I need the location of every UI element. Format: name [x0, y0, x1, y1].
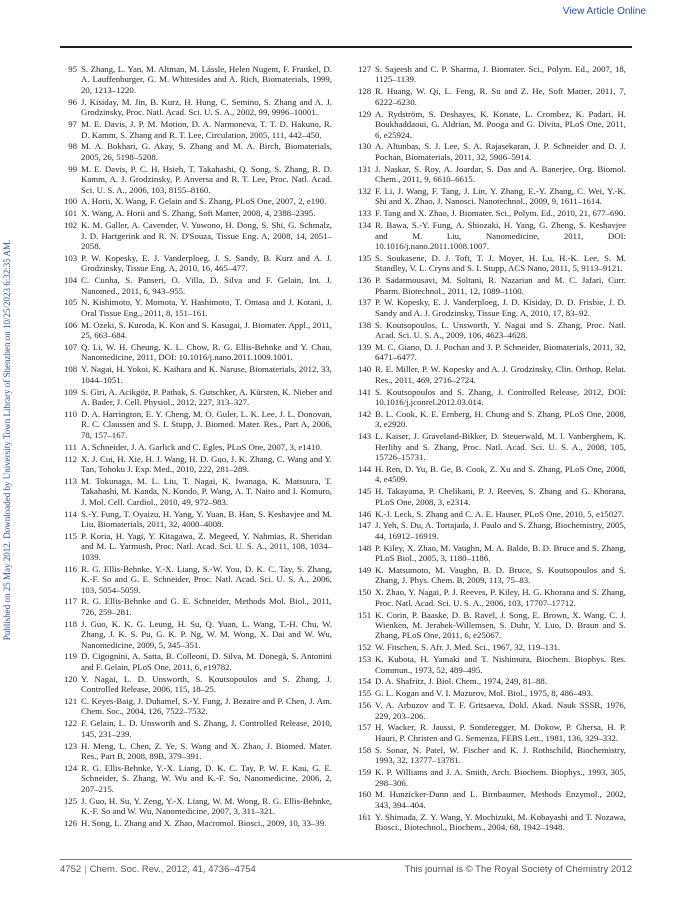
reference-text: K. P. Williams and J. A. Smith, Arch. Biochem. Biophys., 1993, 305, 298–306. [375, 767, 626, 788]
reference-item [64, 596, 332, 617]
reference-text: K. M. Galler, A. Cavender, V. Yuwono, H. Dong, S. Shi, G. Schmalz, J. D. Hartgerink and R. N. D'Souza, Tissue Eng. A, 2008, 14, 2051–2058. [81, 220, 332, 251]
reference-number: 119 [64, 651, 77, 662]
reference-text: K.-J. Leck, S. Zhang and C. A. E. Hauser, PLoS One, 2010, 5, e15027. [375, 508, 625, 519]
reference-item [64, 253, 332, 274]
reference-item [64, 119, 332, 140]
reference-text: V. A. Arbuzov and T. F. Gritsaeva, Dokl. Akad. Nauk SSSR, 1976, 229, 203–206. [375, 700, 626, 721]
reference-number: 107 [64, 342, 78, 353]
reference-text: H. Takayama, P. Chelikani, P. J. Reeves, S. Zhang and G. Khorana, PLoS One, 2008, 3, e2314. [375, 486, 626, 507]
reference-text: J. Guo, H. Su, Y. Zeng, Y.-X. Liang, W. M. Wong, R. G. Ellis-Behnke, K.-F. So and W. Wu, Nanomedicine, 2007, 3, 311–321. [81, 795, 332, 817]
references-column-left [64, 64, 332, 830]
reference-item [64, 696, 332, 717]
reference-number: 102 [64, 220, 78, 231]
reference-text: R. G. Ellis-Behnke, Y.-X. Liang, S.-W. You, D. K. C. Tay, S. Zhang, K.-F. So and G. E. Schneider, Proc. Natl. Acad. Sci. U. S. A., 2006, 103, 5054–5059. [81, 563, 332, 595]
reference-item [358, 208, 626, 218]
reference-text: S. Sonar, N. Patel, W. Fischer and K. J. Rothschild, Biochemistry, 1993, 32, 13777–13781. [375, 744, 626, 766]
reference-number: 108 [64, 364, 78, 375]
reference-text: K. Corin, P. Baaske, D. B. Ravel, J. Song, E. Brown, X. Wang, C. J. Wienken, M. Jerabek-Willemsen, S. Duhr, Y. Luo, D. Braun and S. Zhang, PLoS One, 2011, 6, e25067. [375, 609, 626, 641]
reference-item [64, 796, 332, 817]
reference-text: M. E. Davis, P. C. H. Hsieh, T. Takahashi, Q. Song, S. Zhang, R. D. Kamm, A. J. Grodzinsky, P. Anversa and R. T. Lee, Proc. Natl. Acad. Sci. U. S. A., 2006, 103, 8155–8160. [81, 163, 332, 195]
reference-item [358, 431, 626, 462]
reference-text: L. Kaiser, J. Graveland-Bikker, D. Steuerwald, M. l. Vanberghem, K. Herlihy and S. Zhang, Proc. Natl. Acad. Sci. U. S. A., 2008, 105, 15726–15731. [375, 431, 626, 463]
reference-item [64, 454, 332, 475]
reference-text: J. Kisiday, M. Jin, B. Kurz, H. Hung, C. Semino, S. Zhang and A. J. Grodzinsky, Proc. Natl. Acad. Sci. U. S. A., 2002, 99, 9996–10001. [81, 96, 332, 118]
reference-item [358, 364, 626, 385]
reference-item [64, 297, 332, 318]
reference-number: 144 [358, 463, 372, 474]
reference-text: Q. Li, W. H. Cheung, K. L. Chow, R. G. Ellis-Behnke and Y. Chau, Nanomedicine, 2011, DOI: 10.1016/j.nano.2011.1009.1001. [81, 342, 332, 363]
reference-number: 118 [64, 618, 77, 629]
reference-text: S. Sajeesh and C. P. Sharma, J. Biomater. Sci., Polym. Ed., 2007, 18, 1125–1139. [375, 64, 626, 85]
reference-number: 130 [358, 141, 372, 152]
reference-item [64, 342, 332, 363]
reference-item [358, 409, 626, 430]
reference-number: 126 [64, 817, 78, 828]
bottom-rule [60, 859, 632, 860]
reference-number: 133 [358, 208, 372, 219]
reference-item [358, 610, 626, 641]
reference-text: R. E. Miller, P. W. Kopesky and A. J. Grodzinsky, Clin. Orthop. Relat. Res., 2011, 469, 2716–2724. [375, 364, 626, 385]
reference-number: 109 [64, 386, 78, 397]
side-note-text: Published on 25 May 2012. Downloaded by University Town Library of Shenzhen on 10/25/2023 6:32:35 AM. [2, 239, 12, 641]
reference-text: R. Bawa, S.-Y. Fung, A. Shiozaki, H. Yang, G. Zheng, S. Keshavjee and M. Liu, Nanomedicine, 2011, DOI: 10.1016/j.nano.2011.1008.1007. [375, 220, 626, 251]
reference-text: R. G. Ellis-Behnke and G. E. Schneider, Methods Mol. Biol., 2011, 726, 259–281. [81, 596, 332, 617]
reference-item [358, 320, 626, 341]
reference-item [64, 220, 332, 251]
top-rule [60, 46, 632, 48]
reference-text: H. Meng, L. Chen, Z. Ye, S. Wang and X. Zhao, J. Biomed. Mater. Res., Part B, 2008, 89B, 379–391. [81, 740, 332, 762]
reference-item [358, 164, 626, 185]
reference-text: B. L. Cook, K. E. Ernberg, H. Chung and S. Zhang, PLoS One, 2008, 3, e2920. [375, 408, 626, 430]
reference-text: X. J. Cui, H. Xie, H. J. Wang, H. D. Guo, J. K. Zhang, C. Wang and Y. Tan, Tohoku J. Exp. Med., 2010, 222, 281–289. [81, 453, 332, 474]
reference-text: S. Koutsopoulos, L. Unsworth, Y. Nagai and S. Zhang, Proc. Natl. Acad. Sci. U. S. A., 2009, 106, 4623–4628. [375, 319, 626, 341]
reference-item [358, 654, 626, 675]
reference-number: 98 [68, 141, 77, 152]
reference-number: 105 [64, 297, 78, 308]
reference-number: 156 [358, 700, 372, 711]
reference-number: 141 [358, 386, 372, 397]
reference-item [358, 812, 626, 833]
reference-text: X. Wang, A. Horii and S. Zhang, Soft Matter, 2008, 4, 2388–2395. [81, 208, 316, 219]
reference-item [64, 442, 332, 452]
reference-item [358, 86, 626, 107]
reference-text: S. Koutsopoulos and S. Zhang, J. Controlled Release, 2012, DOI: 10.1016/j.jconrel.2012.03.014. [375, 386, 626, 408]
reference-item [358, 767, 626, 788]
reference-item [64, 476, 332, 507]
reference-number: 123 [64, 740, 78, 751]
reference-item [358, 676, 626, 686]
reference-item [358, 565, 626, 586]
reference-text: K. Kubota, H. Yamaki and T. Nishimura, Biochem. Biophys. Res. Commun., 1973, 52, 489–495. [375, 654, 626, 675]
reference-number: 157 [358, 722, 372, 733]
reference-number: 155 [358, 688, 372, 699]
reference-text: F. Li, J. Wang, F. Tang, J. Lin, Y. Zhang, E.-Y. Zhang, C. Wei, Y.-K. Shi and X. Zhao, J. Nanosci. Nanotechnol., 2009, 9, 1611–1614. [375, 185, 626, 207]
reference-item [358, 186, 626, 207]
reference-number: 159 [358, 767, 372, 778]
journal-citation: Chem. Soc. Rev., 2012, 41, 4736–4754 [89, 864, 256, 875]
reference-text: S.-Y. Fung, T. Oyaizu, H. Yang, Y. Yuan, B. Han, S. Keshavjee and M. Liu, Biomaterials, 2011, 32, 4000–4008. [81, 508, 332, 529]
reference-item [358, 789, 626, 810]
reference-number: 131 [358, 163, 372, 174]
reference-number: 160 [358, 789, 372, 800]
reference-text: M. C. Giano, D. J. Pochan and J. P. Schneider, Biomaterials, 2011, 32, 6471–6477. [375, 342, 626, 363]
reference-item [64, 741, 332, 762]
reference-item [64, 718, 332, 739]
reference-number: 145 [358, 486, 372, 497]
reference-number: 110 [64, 408, 77, 419]
reference-item [64, 651, 332, 672]
footer-copyright: This journal is © The Royal Society of Chemistry 2012 [404, 864, 632, 875]
references-column-right [358, 64, 626, 834]
reference-text: M. Tokunaga, M. L. Liu, T. Nagai, K. Iwanaga, K. Matsuura, T. Takahashi, M. Kanda, N. Kondo, P. Wang, A. T. Naito and I. Komuro, J. Mol. Cell. Cardiol., 2010, 49, 972–983. [81, 475, 332, 507]
reference-item [64, 531, 332, 562]
reference-item [64, 64, 332, 95]
reference-text: Y. Nagai, L. D. Unsworth, S. Koutsopoulos and S. Zhang, J. Controlled Release, 2006, 115, 18–25. [81, 673, 332, 695]
reference-number: 128 [358, 86, 372, 97]
reference-item [64, 564, 332, 595]
reference-item [64, 320, 332, 341]
reference-number: 96 [68, 96, 77, 107]
reference-number: 127 [358, 64, 372, 74]
reference-text: H. Ren, D. Yu, B. Ge, B. Cook, Z. Xu and S. Zhang, PLoS One, 2008, 4, e4509. [375, 463, 626, 485]
reference-item [358, 543, 626, 564]
reference-item [358, 520, 626, 541]
reference-number: 120 [64, 673, 78, 684]
reference-text: J. Naskar, S. Roy, A. Joardar, S. Das and A. Banerjee, Org. Biomol. Chem., 2011, 9, 6610–6615. [375, 163, 626, 185]
reference-text: S. Giri, A. Acikgöz, P. Pathak, S. Gutschker, A. Kürsten, K. Nieber and A. Bader, J. Cell. Physiol., 2012, 227, 313–327. [81, 386, 332, 408]
reference-number: 117 [64, 596, 77, 607]
reference-item [358, 109, 626, 140]
reference-number: 114 [64, 508, 77, 519]
reference-item [64, 141, 332, 162]
reference-text: M. Ozeki, S. Kuroda, K. Kon and S. Kasugai, J. Biomater. Appl., 2011, 25, 663–684. [81, 319, 332, 341]
reference-number: 103 [64, 252, 78, 263]
reference-number: 125 [64, 795, 78, 806]
reference-item [64, 674, 332, 695]
reference-item [64, 818, 332, 828]
reference-number: 154 [358, 676, 372, 687]
reference-text: H. Wacker, R. Jaussi, P. Sonderegger, M. Dokow, P. Ghersa, H. P. Hauri, P. Christen and G. Semenza, FEBS Lett., 1981, 136, 329–332. [375, 722, 626, 743]
reference-number: 95 [68, 64, 77, 74]
reference-text: J. Yeh, S. Du, A. Tortajada, J. Paulo and S. Zhang, Biochemistry, 2005, 44, 16912–16919. [375, 520, 626, 541]
reference-number: 100 [64, 196, 78, 207]
reference-text: A. Horii, X. Wang, F. Gelain and S. Zhang, PLoS One, 2007, 2, e190. [81, 196, 327, 207]
reference-text: Y. Shimada, Z. Y. Wang, Y. Mochizuki, M. Kobayashi and T. Nozawa, Biosci., Biotechnol., Biochem., 2004, 68, 1942–1948. [375, 811, 626, 833]
reference-item [358, 722, 626, 743]
page-number: 4752 [60, 864, 82, 875]
reference-number: 137 [358, 297, 372, 308]
reference-text: D. Cigognini, A. Satta, B. Colleoni, D. Silva, M. Donegà, S. Antonini and F. Gelain, PLoS One, 2011, 6, e19782. [81, 651, 332, 672]
reference-number: 113 [64, 475, 77, 486]
reference-text: A. Schneider, J. A. Garlick and C. Egles, PLoS One, 2007, 3, e1410. [81, 441, 323, 452]
reference-item [358, 141, 626, 162]
reference-text: S. Zhang, L. Yan, M. Altman, M. Lässle, Helen Nugent, F. Frankel, D. A. Lauffenburger, G. M. Whitesides and A. Rich, Biomaterials, 1999, 20, 1213–1220. [81, 64, 332, 95]
reference-number: 132 [358, 185, 372, 196]
reference-number: 135 [358, 252, 372, 263]
reference-number: 97 [68, 119, 77, 130]
footer-left: 4752 | Chem. Soc. Rev., 2012, 41, 4736–4754 [60, 864, 256, 875]
reference-item [358, 642, 626, 652]
reference-number: 115 [64, 530, 77, 541]
reference-text: P. W. Kopesky, E. J. Vanderploeg, J. S. Sandy, B. Kurz and A. J. Grodzinsky, Tissue Eng. A, 2010, 16, 465–477. [81, 252, 332, 274]
reference-item [358, 486, 626, 507]
reference-number: 99 [68, 163, 77, 174]
reference-item [358, 64, 626, 85]
reference-number: 129 [358, 108, 372, 119]
reference-number: 111 [64, 441, 77, 452]
reference-text: W. Fitschen, S. Afr. J. Med. Sci., 1967, 32, 119–131. [375, 642, 561, 653]
reference-text: G. L. Kogan and V. I. Mazurov, Mol. Biol., 1975, 8, 486–493. [375, 688, 594, 699]
reference-text: X. Zhao, Y. Nagai, P. J. Reeves, P. Kiley, H. G. Khorana and S. Zhang, Proc. Natl. Acad. Sci. U. S. A., 2006, 103, 17707–17712. [375, 587, 626, 608]
reference-item [358, 220, 626, 251]
reference-text: P. W. Kopesky, E. J. Vanderploeg, J. D. Kisiday, D. D. Frisbie, J. D. Sandy and A. J. Grodzinsky, Tissue Eng. A, 2010, 17, 83–92. [375, 297, 626, 318]
reference-item [358, 509, 626, 519]
reference-number: 142 [358, 408, 372, 419]
reference-number: 153 [358, 654, 372, 665]
reference-number: 104 [64, 275, 78, 286]
reference-text: P. Koria, H. Yagi, Y. Kitagawa, Z. Megeed, Y. Nahmias, R. Sheridan and M. L. Yarmush, Proc. Natl. Acad. Sci. U. S. A., 2011, 108, 1034–1039. [81, 530, 332, 562]
reference-text: M. E. Davis, J. P. M. Motion, D. A. Narmoneva, T. T. D. Hakuno, R. D. Kamm, S. Zhang and R. T. Lee, Circulation, 2005, 111, 442–450. [81, 119, 332, 140]
reference-item [358, 587, 626, 608]
reference-text: P. Sadatmousavi, M. Soltani, R. Nazarian and M. C. Jafari, Curr. Pharm. Biotechnol., 2011, 12, 1089–1100. [375, 275, 626, 296]
reference-item [358, 275, 626, 296]
reference-number: 121 [64, 695, 78, 706]
reference-number: 106 [64, 319, 78, 330]
reference-number: 139 [358, 342, 372, 353]
reference-number: 136 [358, 275, 372, 286]
reference-item [64, 208, 332, 218]
reference-item [64, 196, 332, 206]
reference-text: P. Kiley, X. Zhao, M. Vaughn, M. A. Baldo, B. D. Bruce and S. Zhang, PLoS Biol., 2005, 3, 1180–1186. [375, 542, 626, 564]
reference-text: S. Soukasene, D. J. Toft, T. J. Moyer, H. Lu, H.-K. Lee, S. M. Standley, V. L. Cryns and S. I. Stupp, ACS Nano, 2011, 5, 9113–9121. [375, 252, 626, 274]
reference-item [64, 275, 332, 296]
reference-number: 148 [358, 542, 372, 553]
reference-item [64, 164, 332, 195]
reference-item [64, 509, 332, 530]
reference-item [64, 763, 332, 794]
reference-text: R. G. Ellis-Behnke, Y.-X. Liang, D. K. C. Tay, P. W. F. Kau, G. E. Schneider, S. Zhang, W. Wu and K.-F. So, Nanomedicine, 2006, 2, 207–215. [81, 762, 332, 794]
reference-text: A. Rydström, S. Deshayes, K. Konate, L. Crombez, K. Padari, H. Boukhaddaoui, G. Aldrian, M. Pooga and G. Divita, PLoS One, 2011, 6, e25924. [375, 108, 626, 140]
reference-text: J. Guo, K. K. G. Leung, H. Su, Q. Yuan, L. Wang, T.-H. Chu, W. Zhang, J. K. S. Pu, G. K. P. Ng, W. M. Wong, X. Dai and W. Wu, Nanomedicine, 2009, 5, 345–351. [81, 618, 332, 650]
reference-text: H. Song, L. Zhang and X. Zhao, Macromol. Biosci., 2009, 10, 33–39. [81, 817, 327, 828]
reference-number: 158 [358, 744, 372, 755]
reference-item [358, 297, 626, 318]
reference-item [64, 409, 332, 440]
reference-item [64, 387, 332, 408]
publication-side-note [2, 90, 14, 790]
reference-text: F. Tang and X. Zhao, J. Biomater. Sci., Polym. Ed., 2010, 21, 677–690. [375, 208, 626, 219]
reference-text: M. Hunzicker-Dunn and L. Birnbaumer, Methods Enzymol., 2002, 343, 394–404. [375, 789, 626, 810]
reference-number: 150 [358, 587, 372, 598]
reference-text: N. Kishimoto, Y. Momota, Y. Hashimoto, T. Omasa and J. Kotani, J. Oral Tissue Eng., 2011, 8, 151–161. [81, 297, 332, 318]
reference-item [358, 464, 626, 485]
reference-item [358, 688, 626, 698]
reference-number: 124 [64, 762, 78, 773]
reference-number: 140 [358, 364, 372, 375]
reference-number: 138 [358, 319, 372, 330]
reference-number: 149 [358, 564, 372, 575]
reference-item [64, 619, 332, 650]
reference-item [358, 387, 626, 408]
reference-item [358, 700, 626, 721]
reference-text: D. A. Shafritz, J. Biol. Chem., 1974, 249, 81–88. [375, 676, 548, 687]
reference-item [358, 342, 626, 363]
reference-number: 143 [358, 431, 372, 442]
reference-number: 147 [358, 520, 372, 531]
reference-text: C. Keyes-Baig, J. Duhamel, S.-Y. Fung, J. Bezaire and P. Chen, J. Am. Chem. Soc., 2004, 126, 7522–7532. [81, 695, 332, 717]
reference-number: 146 [358, 508, 372, 519]
reference-number: 151 [358, 609, 372, 620]
reference-item [64, 364, 332, 385]
reference-number: 161 [358, 811, 372, 822]
reference-text: Y. Nagai, H. Yokoi, K. Kaihara and K. Naruse, Biomaterials, 2012, 33, 1044–1051. [81, 364, 332, 385]
reference-item [64, 97, 332, 118]
reference-text: D. A. Harrington, E. Y. Cheng, M. O. Guler, L. K. Lee, J. L. Donovan, R. C. Claussen and S. I. Stupp, J. Biomed. Mater. Res., Part A, 2006, 78, 157–167. [81, 408, 332, 440]
reference-text: K. Matsumoto, M. Vaughn, B. D. Bruce, S. Koutsopoulos and S. Zhang, J. Phys. Chem. B, 2009, 113, 75–83. [375, 564, 626, 586]
reference-text: A. Altunbas, S. J. Lee, S. A. Rajasekaran, J. P. Schneider and D. J. Pochan, Biomaterials, 2011, 32, 5906–5914. [375, 141, 626, 162]
reference-text: C. Cunha, S. Panseri, O. Villa, D. Silva and F. Gelain, Int. J. Nanomed., 2011, 6, 943–955. [81, 275, 332, 296]
reference-item [358, 253, 626, 274]
reference-number: 112 [64, 453, 77, 464]
reference-number: 152 [358, 642, 372, 653]
view-article-online-link[interactable]: View Article Online [562, 6, 646, 17]
reference-number: 116 [64, 563, 77, 574]
reference-text: F. Gelain, L. D. Unsworth and S. Zhang, J. Controlled Release, 2010, 145, 231–239. [81, 718, 332, 739]
reference-number: 134 [358, 220, 372, 231]
reference-number: 101 [64, 208, 78, 219]
reference-text: R. Huang, W. Qi, L. Feng, R. Su and Z. He, Soft Matter, 2011, 7, 6222–6230. [375, 86, 626, 107]
reference-number: 122 [64, 718, 78, 729]
reference-item [358, 745, 626, 766]
reference-text: M. A. Bokhari, G. Akay, S. Zhang and M. A. Birch, Biomaterials, 2005, 26, 5198–5208. [81, 141, 332, 162]
